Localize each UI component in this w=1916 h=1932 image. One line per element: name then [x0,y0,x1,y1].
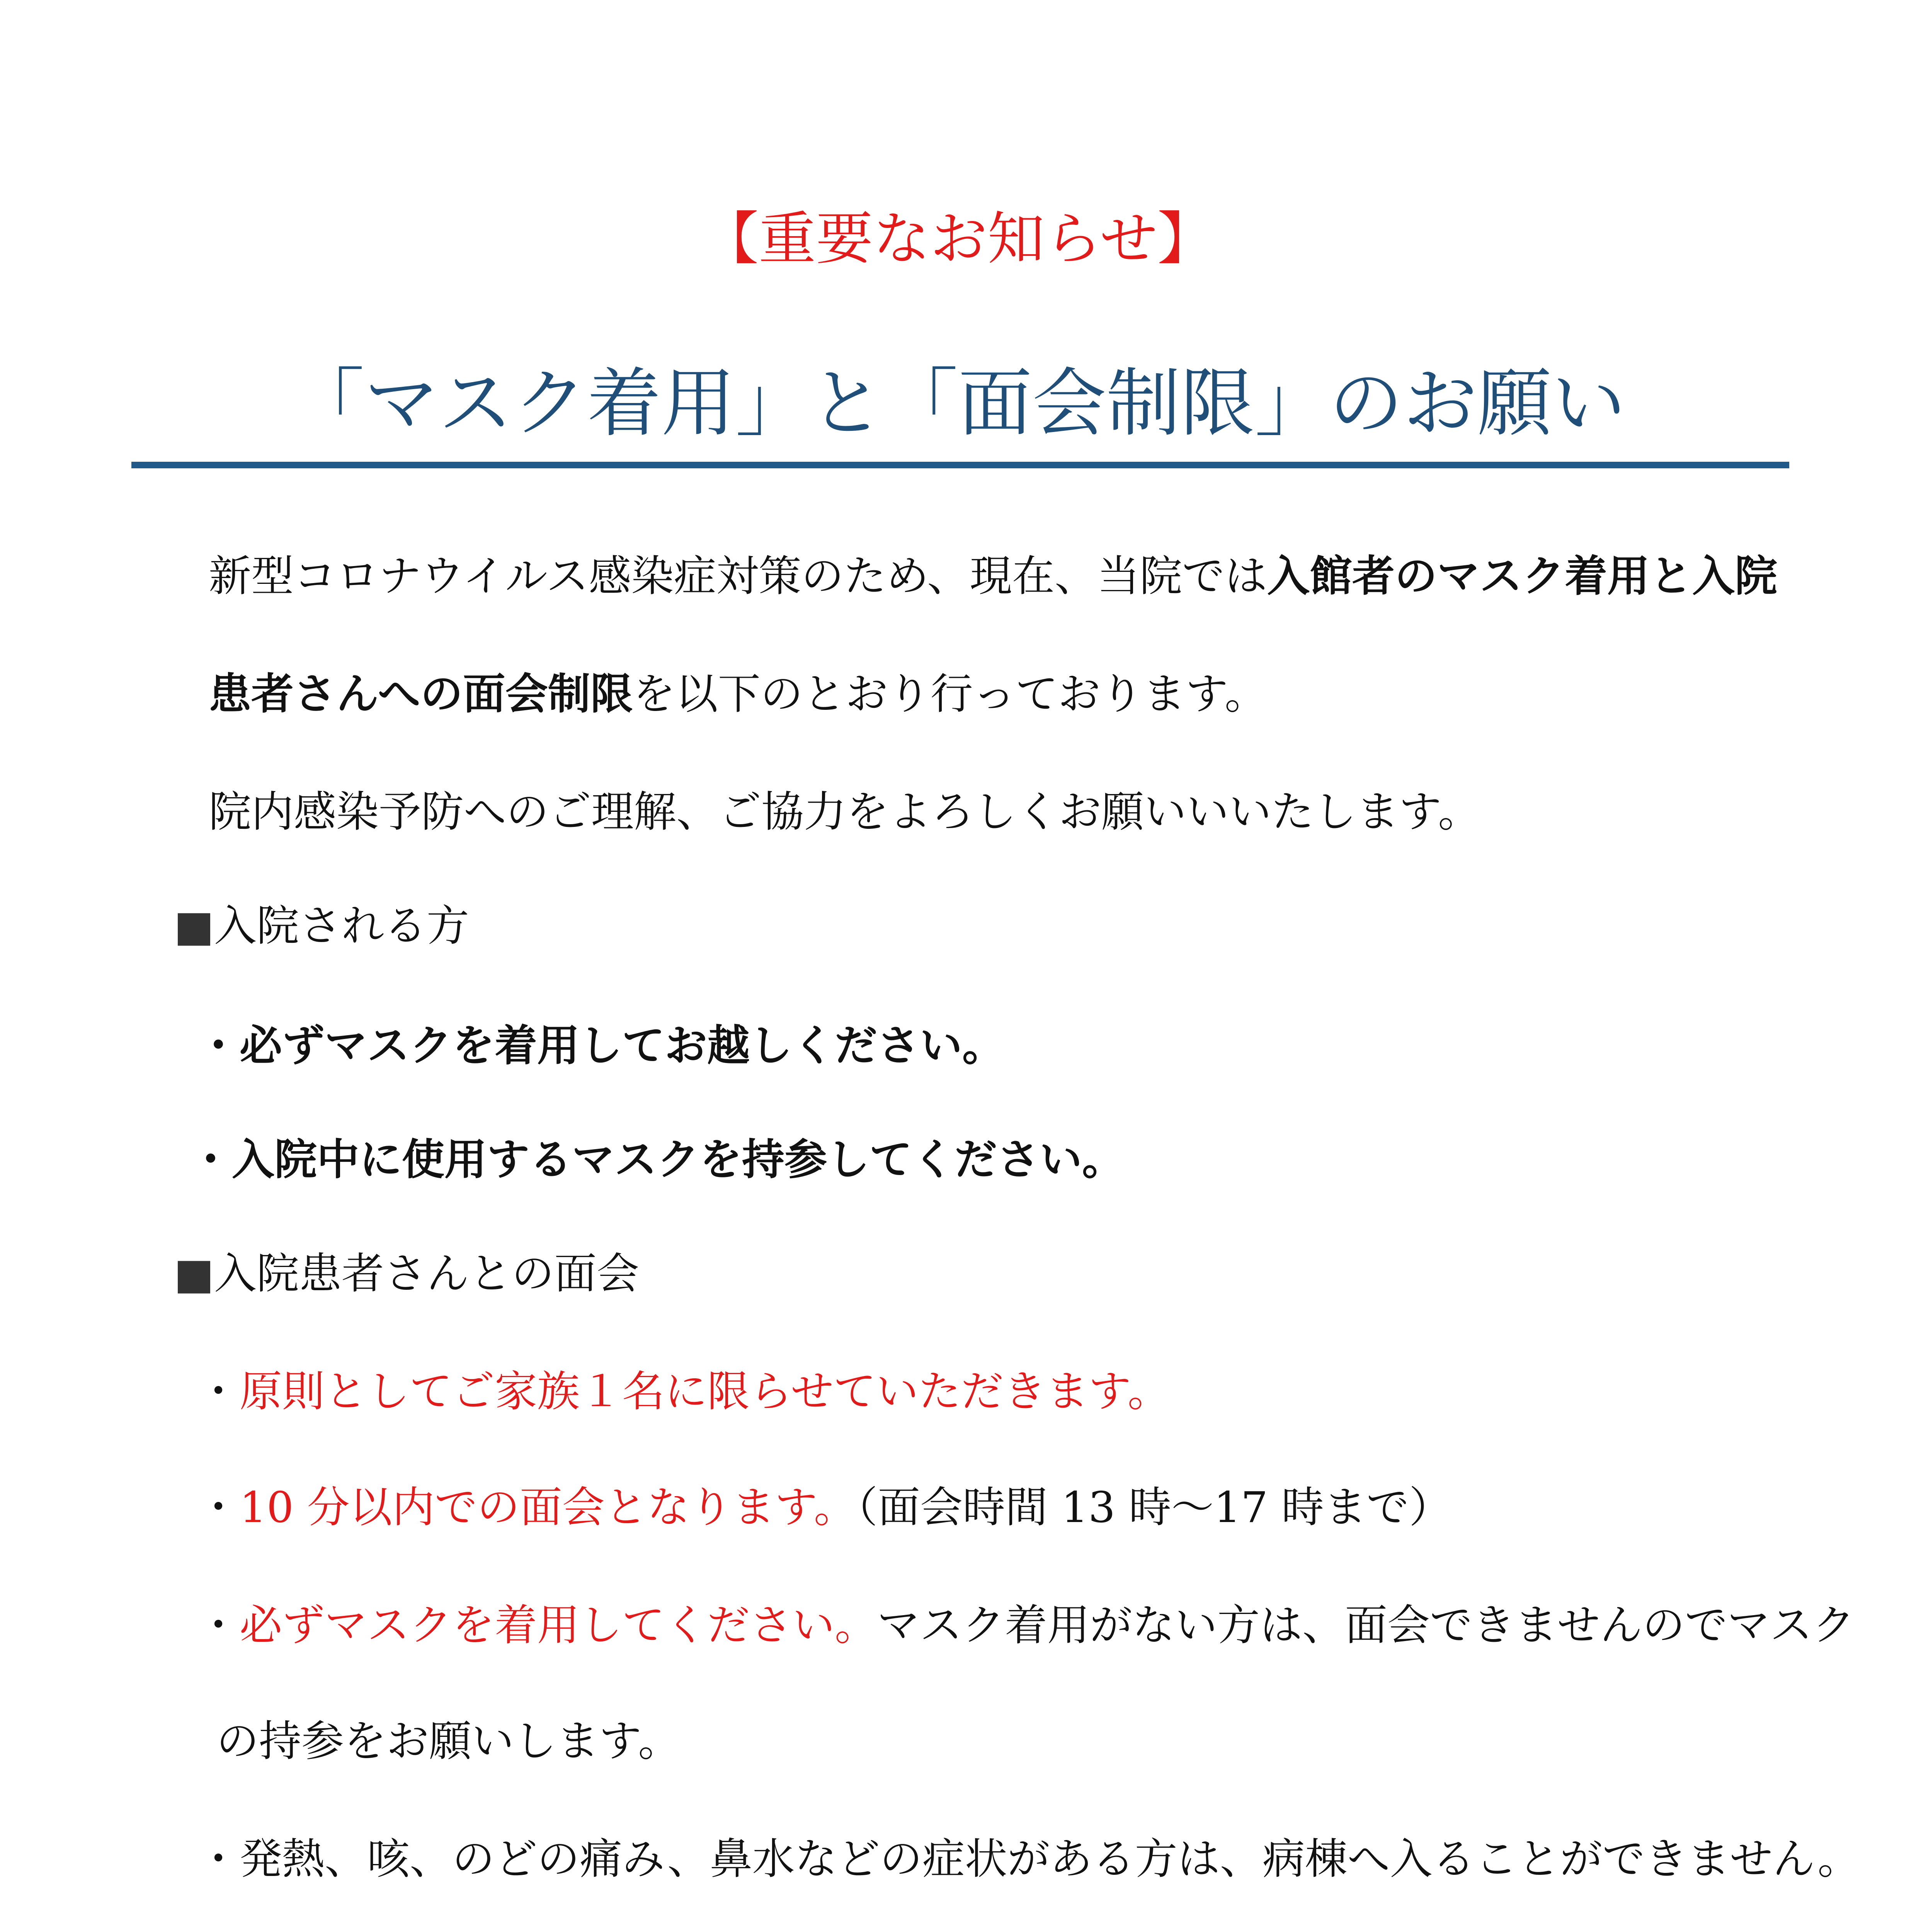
visit-item-3-continued: の持参をお願いします。 [216,1716,681,1766]
visit-item-3 [197,1600,1855,1651]
visit-item-2-hours: （面会時間 13 時～17 時まで） [856,1483,1451,1532]
intro-line-1-text: 新型コロナウイルス感染症対策のため、現在、当院では [209,551,1267,601]
title-divider [131,462,1789,468]
section-admission-heading [174,900,469,951]
visit-item-2 [197,1482,1451,1533]
intro-line-2-text: を以下のとおり行っております。 [633,669,1268,719]
visit-item-3-dot: ・ [197,1600,240,1650]
admission-item-1: ・必ずマスクを着用してお越しください。 [197,1020,1005,1070]
section-admission-title: 入院される方 [214,901,469,951]
intro-line-2 [209,668,1267,719]
intro-line-1-emphasis: 入館者のマスク着用と入院 [1267,551,1777,601]
visit-item-1-dot: ・ [197,1367,240,1416]
intro-line-3: 院内感染予防へのご理解、ご協力をよろしくお願いいいたします。 [209,787,1481,837]
visit-item-1-text: 原則としてご家族１名に限らせていただきます。 [240,1367,1170,1416]
square-bullet-icon: ■ [174,1249,214,1298]
visit-item-3-detail: マスク着用がない方は、面会できませんのでマスク [877,1600,1855,1650]
intro-line-1 [209,551,1777,602]
intro-line-2-emphasis: 患者さんへの面会制限 [209,669,633,719]
notice-heading: 【重要なお知らせ】 [701,206,1215,272]
visit-item-1 [197,1366,1170,1417]
visit-item-4: ・発熱、咳、のどの痛み、鼻水などの症状がある方は、病棟へ入ることができません。 [197,1834,1860,1884]
page-title: 「マスク着用」と「面会制限」のお願い [290,361,1626,447]
visit-item-2-text: 10 分以内での面会となります。 [240,1483,857,1532]
section-visit-title: 入院患者さんとの面会 [214,1249,639,1298]
admission-item-2: ・入院中に使用するマスクを持参してください。 [189,1134,1125,1184]
square-bullet-icon: ■ [174,901,214,951]
visit-item-2-dot: ・ [197,1483,240,1532]
visit-item-3-text: 必ずマスクを着用してください。 [240,1600,877,1650]
section-visit-heading [174,1248,639,1299]
